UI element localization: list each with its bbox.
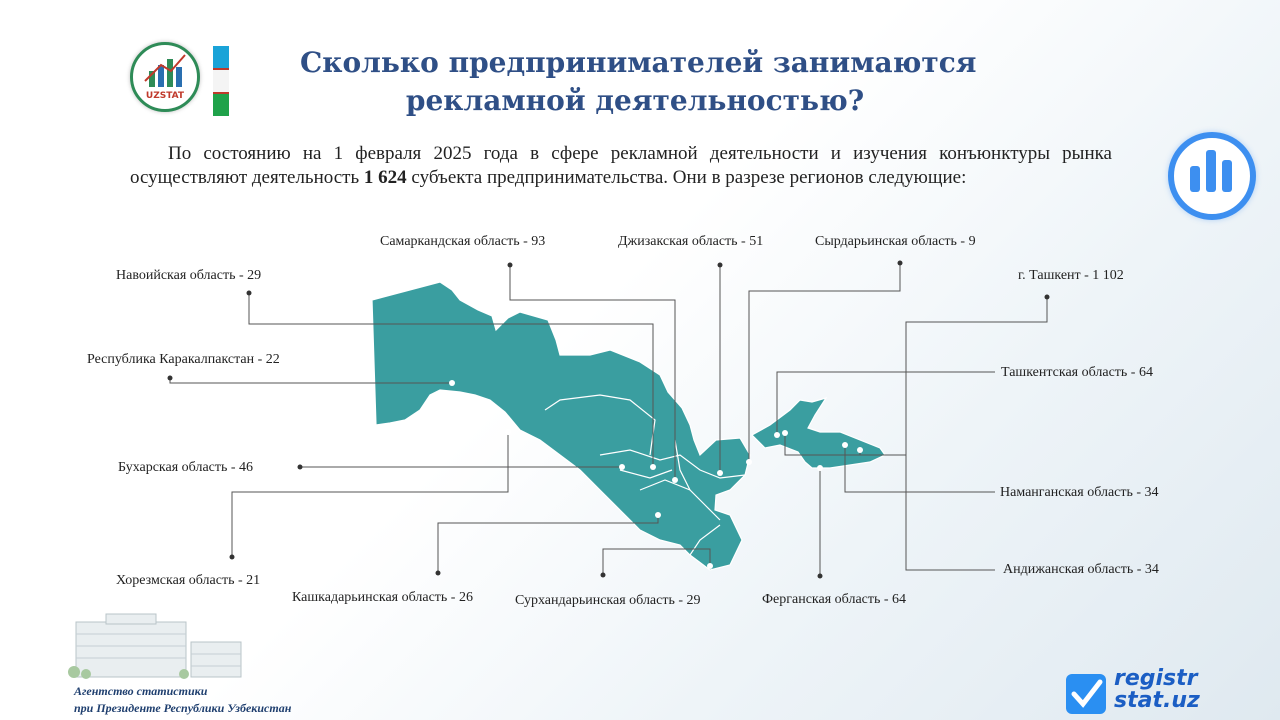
intro-text-before: По состоянию на 1 февраля 2025 года в сфере рекламной деятельности и изучения конъюнктуры рынка осуществляют деятельность — [130, 143, 1112, 188]
building-icon — [66, 612, 246, 682]
label-andijan: Андижанская область - 34 — [1003, 562, 1159, 577]
label-namangan: Наманганская область - 34 — [1000, 485, 1159, 500]
registr-line-1: registr — [1114, 666, 1198, 691]
agency-name — [74, 683, 291, 717]
label-surkhandarya: Сурхандарьинская область - 29 — [515, 593, 701, 608]
map-eastern-region — [752, 398, 885, 468]
label-tashkent-region: Ташкентская область - 64 — [1001, 365, 1153, 380]
title-line-1: Сколько предпринимателей занимаются — [300, 46, 977, 79]
label-bukhara: Бухарская область - 46 — [118, 460, 254, 475]
label-kashkadarya: Кашкадарьинская область - 26 — [292, 590, 473, 605]
label-karakalpakstan: Республика Каракалпакстан - 22 — [87, 352, 280, 367]
intro-text-after: субъекта предпринимательства. Они в разрезе регионов следующие: — [406, 167, 967, 188]
registr-logo — [1066, 668, 1216, 716]
logo-text: UZSTAT — [145, 91, 185, 101]
checkmark-icon — [1066, 674, 1106, 714]
title-line-2: рекламной деятельностью? — [405, 84, 865, 117]
registr-line-2: stat.uz — [1114, 688, 1200, 713]
map-western-region — [372, 282, 750, 570]
label-syrdarya: Сырдарьинская область - 9 — [815, 234, 976, 249]
label-navoi: Навоийская область - 29 — [116, 268, 262, 283]
intro-total: 1 624 — [363, 167, 407, 188]
agency-line-2: при Президенте Республики Узбекистан — [74, 701, 292, 715]
label-tashkent-city: г. Ташкент - 1 102 — [1018, 268, 1124, 283]
label-samarkand: Самаркандская область - 93 — [380, 234, 546, 249]
label-jizzakh: Джизакская область - 51 — [618, 234, 764, 249]
label-fergana: Ферганская область - 64 — [762, 592, 907, 607]
label-khorezm: Хорезмская область - 21 — [116, 573, 261, 588]
agency-line-1: Агентство статистики — [74, 684, 208, 698]
